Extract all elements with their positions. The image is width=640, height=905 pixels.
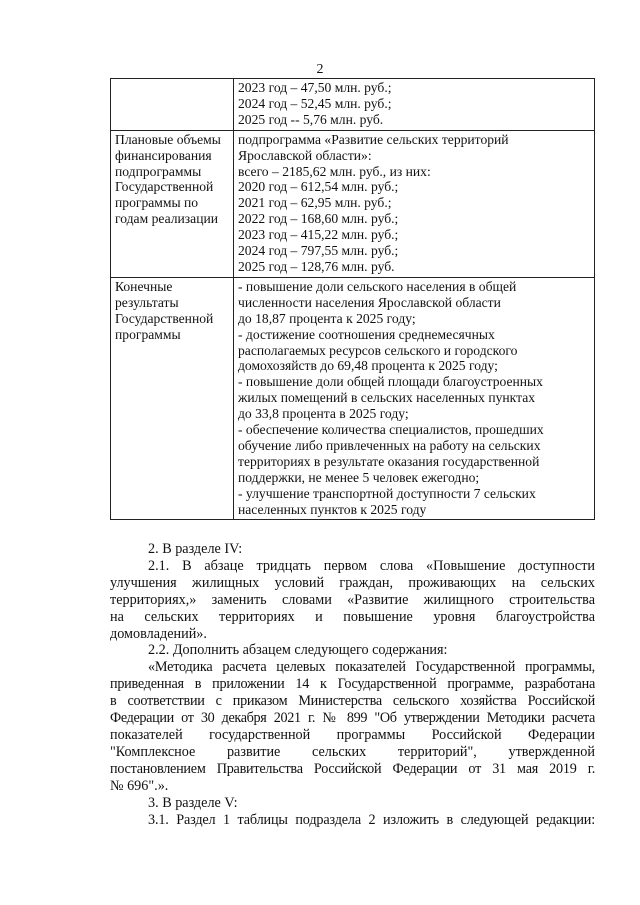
paragraph-line: "Комплексное развитие сельских территорий", утвержденной (110, 743, 595, 760)
table-row (111, 79, 595, 131)
label-line: Государственной (115, 310, 214, 326)
result-line: - обеспечение количества специалистов, прошедших (238, 422, 544, 438)
result-line: жилых помещений в сельских населенных пунктах (238, 390, 536, 406)
paragraph-line: показателей государственной программы Российской Федерации (110, 726, 595, 743)
page-number: 2 (316, 62, 324, 77)
paragraph-line: территориях,» заменить словами «Развитие жилищного строительства (110, 591, 595, 608)
result-line: - повышение доли общей площади благоустроенных (238, 374, 543, 390)
funding-line: 2025 год – 128,76 млн. руб. (238, 258, 395, 274)
paragraph-line: 3. В разделе V: (148, 794, 238, 811)
label-line: программы (115, 326, 181, 342)
paragraph-line: 2.2. Дополнить абзацем следующего содержания: (148, 642, 448, 659)
label-line: результаты (115, 294, 179, 310)
paragraph-line: на сельских территориях и повышение уровня благоустройства (110, 608, 595, 625)
result-line: располагаемых ресурсов сельского и городского (238, 342, 518, 358)
paragraph-line: постановлением Правительства Российской Федерации от 31 мая 2019 г. (110, 760, 595, 777)
result-line: - повышение доли сельского населения в общей (238, 278, 517, 294)
funding-line: 2023 год – 47,50 млн. руб.; (238, 80, 392, 95)
funding-line: 2024 год – 52,45 млн. руб.; (238, 95, 392, 111)
table-cell-values (234, 79, 595, 131)
result-line: поддержки, не менее 5 человек ежегодно; (238, 469, 480, 485)
paragraph-line: 3.1. Раздел 1 таблицы подраздела 2 изложить в следующей редакции: (148, 811, 595, 828)
table-cell-label (111, 130, 234, 277)
table-cell-values (234, 130, 595, 277)
result-line: - достижение соотношения среднемесячных (238, 326, 495, 342)
funding-line: 2022 год – 168,60 млн. руб.; (238, 211, 399, 227)
document-body (110, 541, 595, 828)
paragraph-line: № 696".». (110, 777, 169, 794)
result-line: территориях в результате оказания государственной (238, 453, 540, 469)
funding-line: всего – 2185,62 млн. руб., из них: (238, 163, 431, 179)
table-cell-label (111, 277, 234, 520)
label-line: программы по (115, 195, 199, 211)
funding-line: 2021 год – 62,95 млн. руб.; (238, 195, 392, 211)
result-line: населенных пунктов к 2025 году (238, 501, 427, 517)
table-row (111, 130, 595, 277)
paragraph-line: улучшения жилищных условий граждан, проживающих на сельских (110, 574, 595, 591)
paragraph-line: «Методика расчета целевых показателей Государственной программы, (148, 659, 595, 676)
label-line: подпрограммы (115, 163, 202, 179)
funding-line: подпрограмма «Развитие сельских территорий (238, 131, 509, 147)
paragraph-line: приведенная в приложении 14 к Государственной программе, разработана (110, 676, 595, 693)
funding-line: Ярославской области»: (238, 147, 372, 163)
funding-line: 2024 год – 797,55 млн. руб.; (238, 243, 399, 259)
result-line: домохозяйств до 69,48 процента к 2025 году; (238, 358, 498, 374)
paragraph-line: 2. В разделе IV: (148, 541, 243, 557)
paragraph-line: Федерации от 30 декабря 2021 г. № 899 "Об утверждении Методики расчета (110, 710, 595, 727)
result-line: до 33,8 процента в 2025 году; (238, 406, 409, 422)
table-row (111, 277, 595, 520)
result-line: численности населения Ярославской области (238, 294, 501, 310)
label-line: Конечные (115, 278, 173, 294)
paragraph-line: домовладений». (110, 625, 207, 642)
label-line: годам реализации (115, 211, 219, 227)
result-line: обучение либо привлеченных на работу на сельских (238, 437, 541, 453)
label-line: Государственной (115, 179, 214, 195)
result-line: до 18,87 процента к 2025 году; (238, 310, 416, 326)
funding-line: 2025 год -- 5,76 млн. руб. (238, 111, 384, 127)
label-line: финансирования (115, 147, 212, 163)
paragraph-line: 2.1. В абзаце тридцать первом слова «Повышение доступности (148, 557, 595, 574)
table-cell-label (111, 79, 234, 131)
table-cell-values (234, 277, 595, 520)
funding-line: 2023 год – 415,22 млн. руб.; (238, 227, 399, 243)
result-line: - улучшение транспортной доступности 7 сельских (238, 485, 536, 501)
label-line: Плановые объемы (115, 131, 221, 147)
paragraph-line: в соответствии с приказом Министерства сельского хозяйства Российской (110, 693, 595, 710)
program-passport-table (110, 78, 595, 520)
funding-line: 2020 год – 612,54 млн. руб.; (238, 179, 399, 195)
